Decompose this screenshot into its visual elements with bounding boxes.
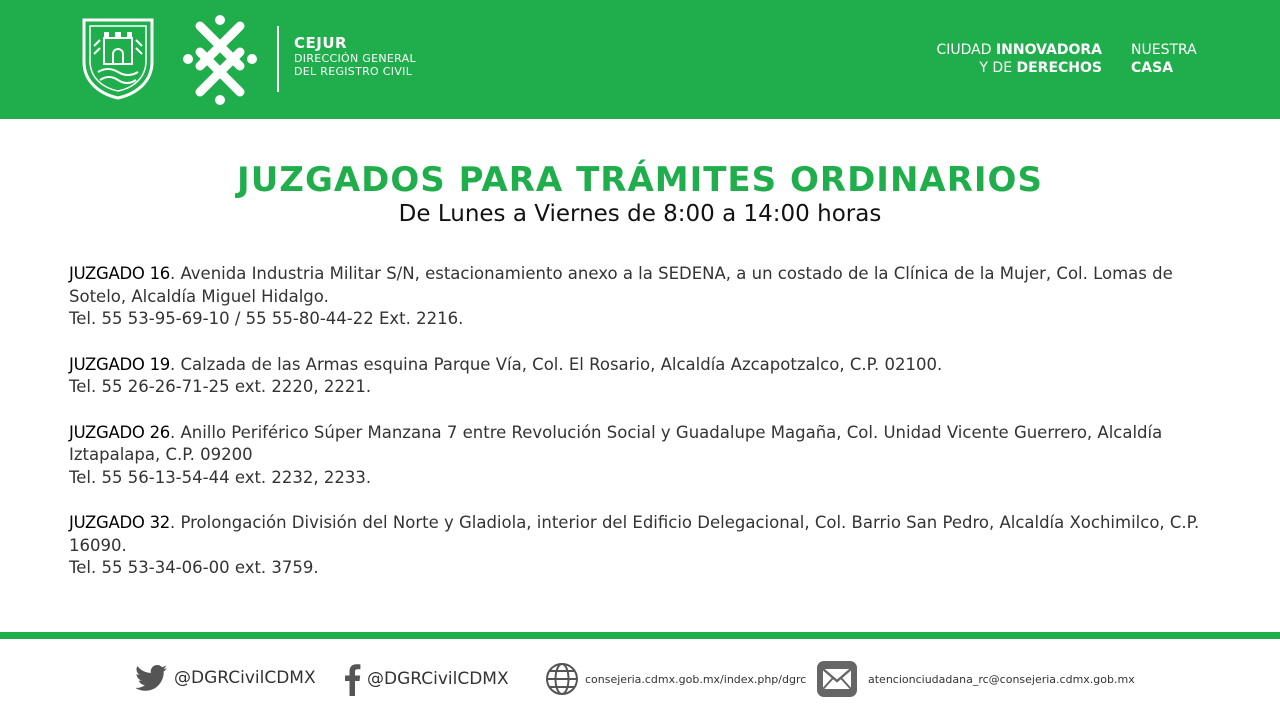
org-line-2: DEL REGISTRO CIVIL	[294, 65, 413, 78]
facebook-text: @DGRCivilCDMX	[367, 669, 509, 689]
court-phone: Tel. 55 53-34-06-00 ext. 3759.	[69, 558, 319, 577]
cdmx-logo	[178, 10, 262, 108]
footer	[0, 639, 1280, 720]
court-phone: Tel. 55 26-26-71-25 ext. 2220, 2221.	[69, 377, 372, 396]
city-slogan	[918, 41, 1102, 77]
cdmx-crest-logo	[80, 16, 156, 100]
website-link[interactable]	[545, 662, 806, 696]
court-address: . Calzada de las Armas esquina Parque Vía, Col. El Rosario, Alcaldía Azcapotzalco, C.P. 02100.	[169, 354, 943, 374]
twitter-icon	[136, 664, 168, 692]
casa-text: CASA	[1131, 60, 1174, 76]
court-name: JUZGADO 16	[69, 264, 170, 283]
court-name: JUZGADO 19	[69, 354, 170, 374]
facebook-icon	[343, 662, 361, 696]
court-address: . Prolongación División del Norte y Gladiola, interior del Edificio Delegacional, Col. Barrio San Pedro, Alcaldía Xochimilco, C.P. 16090.	[69, 513, 1200, 555]
org-name: CEJUR	[294, 34, 348, 52]
court-address: . Anillo Periférico Súper Manzana 7 entre Revolución Social y Guadalupe Magaña, Col. Unidad Vicente Guerrero, Alcaldía Iztapalapa, C.P. 09200	[69, 422, 1163, 464]
footer-divider	[0, 632, 1280, 639]
court-entry	[69, 263, 1229, 331]
court-name: JUZGADO 32	[69, 513, 170, 532]
twitter-text: @DGRCivilCDMX	[174, 668, 316, 688]
header-banner	[0, 0, 1280, 119]
email-link[interactable]	[816, 660, 1135, 698]
globe-icon	[545, 662, 579, 696]
court-entry	[69, 512, 1229, 580]
website-text: consejeria.cdmx.gob.mx/index.php/dgrc	[585, 672, 807, 686]
court-name: JUZGADO 26	[69, 422, 170, 442]
court-entry	[69, 422, 1229, 490]
org-line-1: DIRECCIÓN GENERAL	[294, 52, 416, 65]
page-title: JUZGADOS PARA TRÁMITES ORDINARIOS	[237, 160, 1043, 200]
court-entry	[69, 354, 1229, 399]
schedule-subtitle: De Lunes a Viernes de 8:00 a 14:00 horas	[398, 201, 882, 227]
slogan-line1-b: INNOVADORA	[995, 42, 1102, 58]
court-address: . Avenida Industria Militar S/N, estacionamiento anexo a la SEDENA, a un costado de la Clínica de la Mujer, Col. Lomas de Sotelo, Alcaldía Miguel Hidalgo.	[69, 264, 1173, 306]
nuestra-text: NUESTRA	[1131, 42, 1197, 58]
slogan-line1-a: CIUDAD	[936, 42, 996, 58]
nuestra-casa-slogan	[1131, 41, 1197, 77]
email-text: atencionciudadana_rc@consejeria.cdmx.gob.mx	[868, 672, 1135, 686]
facebook-handle[interactable]	[343, 662, 509, 696]
slogan-line2-a: Y DE	[979, 60, 1017, 76]
court-phone: Tel. 55 56-13-54-44 ext. 2232, 2233.	[69, 467, 372, 487]
twitter-handle[interactable]	[136, 664, 316, 692]
logo-divider	[277, 26, 279, 92]
court-phone: Tel. 55 53-95-69-10 / 55 55-80-44-22 Ext. 2216.	[69, 309, 464, 328]
slogan-line2-b: DERECHOS	[1016, 60, 1102, 76]
envelope-icon	[816, 660, 858, 698]
org-name-block	[294, 35, 416, 78]
court-list	[69, 263, 1229, 603]
